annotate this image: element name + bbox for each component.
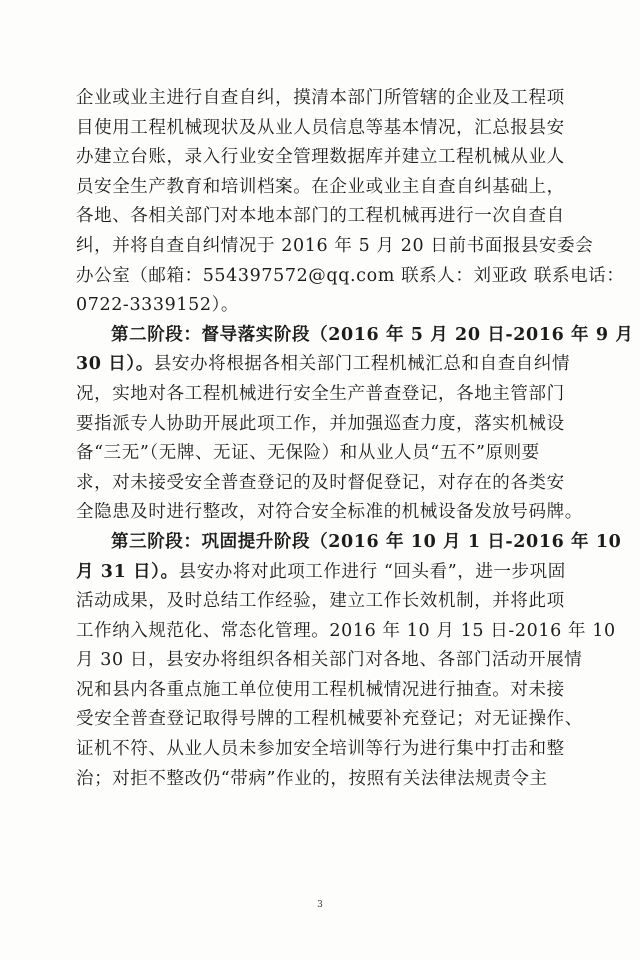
text-line: 员安全生产教育和培训档案。在企业或业主自查自纠基础上， [76, 176, 565, 197]
text-line: 0722-3339152）。 [76, 295, 240, 316]
text-line: 全隐患及时进行整改，对符合安全标准的机械设备发放号码牌。 [76, 502, 583, 523]
text-line: 活动成果，及时总结工作经验，建立工作长效机制，并将此项 [76, 591, 565, 612]
stage-two-text: 县安办将根据各相关部门工程机械汇总和自查自纠情 [153, 354, 571, 375]
text-line: 目使用工程机械现状及从业人员信息等基本情况，汇总报县安 [76, 117, 565, 138]
text-line: 证机不符、从业人员未参加安全培训等行为进行集中打击和整 [76, 739, 565, 760]
text-line: 况，实地对各工程机械进行安全生产普查登记，各地主管部门 [76, 383, 565, 404]
stage-three-text: 县安办将对此项工作进行 “回头看”，进一步巩固 [178, 561, 566, 582]
text-line: 况和县内各重点施工单位使用工程机械情况进行抽查。对未接 [76, 679, 565, 700]
stage-two-heading-date: 30 日）。 [76, 354, 154, 375]
text-line: 各地、各相关部门对本地本部门的工程机械再进行一次自查自 [76, 206, 565, 227]
text-line: 月 30 日，县安办将组织各相关部门对各地、各部门活动开展情 [76, 650, 583, 671]
text-line: 治；对拒不整改仍“带病”作业的，按照有关法律法规责令主 [76, 768, 548, 789]
text-line: 办建立台账，录入行业安全管理数据库并建立工程机械从业人 [76, 147, 565, 168]
text-line: 纠，并将自查自纠情况于 2016 年 5 月 20 日前书面报县安委会 [76, 235, 594, 256]
text-line: 企业或业主进行自查自纠，摸清本部门所管辖的企业及工程项 [76, 88, 565, 108]
text-line: 工作纳入规范化、常态化管理。2016 年 10 月 15 日-2016 年 10 [76, 620, 616, 641]
text-line [76, 350, 576, 380]
stage-three-heading: 第三阶段：巩固提升阶段（2016 年 10 月 1 日-2016 年 10 [111, 531, 622, 552]
text-line: 要指派专人协助开展此项工作，并加强巡查力度，落实机械设 [76, 413, 565, 434]
stage-three-heading-date: 月 31 日）。 [76, 561, 179, 582]
page-number: 3 [317, 900, 323, 910]
text-line: 受安全普查登记取得号牌的工程机械要补充登记；对无证操作、 [76, 709, 583, 730]
stage-two-heading: 第二阶段：督导落实阶段（2016 年 5 月 20 日-2016 年 9 月 [111, 324, 634, 345]
text-line: 办公室（邮箱：554397572@qq.com 联系人：刘亚政 联系电话： [76, 265, 625, 286]
text-line [76, 558, 576, 588]
text-line: 求，对未接受安全普查登记的及时督促登记，对存在的各类安 [76, 472, 565, 493]
text-line: 备“三无”（无牌、无证、无保险）和从业人员“五不”原则要 [76, 443, 540, 464]
document-body [76, 84, 634, 794]
